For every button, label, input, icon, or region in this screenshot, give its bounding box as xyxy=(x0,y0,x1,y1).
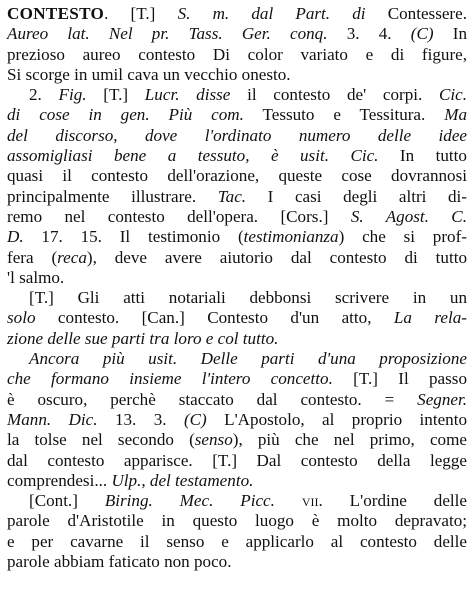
sense-4-line-1: Ancora più usit. Delle parti d'una proposizione xyxy=(29,349,467,369)
headword: CONTESTO xyxy=(7,4,105,23)
entry-line-3: prezioso aureo contesto Di color variato e di figure, xyxy=(7,44,467,64)
sense-2-line-4: assomigliasi bene a tessuto, è usit. Cic. In tutto xyxy=(7,146,467,166)
sense-5-line-1: [Cont.] Biring. Mec. Picc. vii. L'ordine delle xyxy=(29,491,467,511)
sense-2-line-10: 'l salmo. xyxy=(7,267,65,287)
sense-2-line-1: 2. Fig. [T.] Lucr. disse il contesto de' corpi. Cic. xyxy=(29,85,467,105)
sense-4-line-3: è oscuro, perchè staccato dal contesto. = Segner. xyxy=(7,389,467,409)
sense-4-line-6: dal contesto apparisce. [T.] Dal contesto della legge xyxy=(7,450,467,470)
sense-2-line-5: quasi il contesto dell'orazione, queste cose dovrannosi xyxy=(7,166,467,186)
sense-3-line-1: [T.] Gli atti notariali debbonsi scrivere in un xyxy=(29,288,467,308)
entry-line-1: CONTESTO. [T.] S. m. dal Part. di Contessere. xyxy=(7,4,467,23)
sense-2-line-2: di cose in gen. Più com. Tessuto e Tessitura. Ma xyxy=(7,105,467,125)
sense-2-line-6: principalmente illustrare. Tac. I casi degli altri di- xyxy=(7,186,467,206)
sense-2-line-3: del discorso, dove l'ordinato numero delle idee xyxy=(7,125,467,145)
sense-5-line-3: e per cavarne il senso e applicarlo al contesto delle xyxy=(7,531,467,551)
sense-5-line-2: parole d'Aristotile in questo luogo è molto depravato; xyxy=(7,511,467,531)
sense-2-line-7: remo nel contesto dell'opera. [Cors.] S. Agost. C. xyxy=(7,206,467,226)
sense-4-line-7: comprendesi... Ulp., del testamento. xyxy=(7,470,254,490)
entry-line-4: Si scorge in umil cava un vecchio onesto. xyxy=(7,64,291,84)
sense-2-line-8: D. 17. 15. Il testimonio (testimonianza) che si prof- xyxy=(7,227,467,247)
sense-3-line-2: solo contesto. [Can.] Contesto d'un atto, La rela- xyxy=(7,308,467,328)
sense-5-line-4: parole abbiam faticato non poco. xyxy=(7,552,232,572)
sense-3-line-3: zione delle sue parti tra loro e col tutto. xyxy=(7,328,279,348)
sense-2-line-9: fera (reca), deve avere aiutorio dal contesto di tutto xyxy=(7,247,467,267)
sense-4-line-5: la tolse nel secondo (senso), più che nel primo, come xyxy=(7,430,467,450)
sense-4-line-2: che formano insieme l'intero concetto. [T.] Il passo xyxy=(7,369,467,389)
entry-line-2: Aureo lat. Nel pr. Tass. Ger. conq. 3. 4. (C) In xyxy=(7,24,467,44)
sense-4-line-4: Mann. Dic. 13. 3. (C) L'Apostolo, al proprio intento xyxy=(7,409,467,429)
